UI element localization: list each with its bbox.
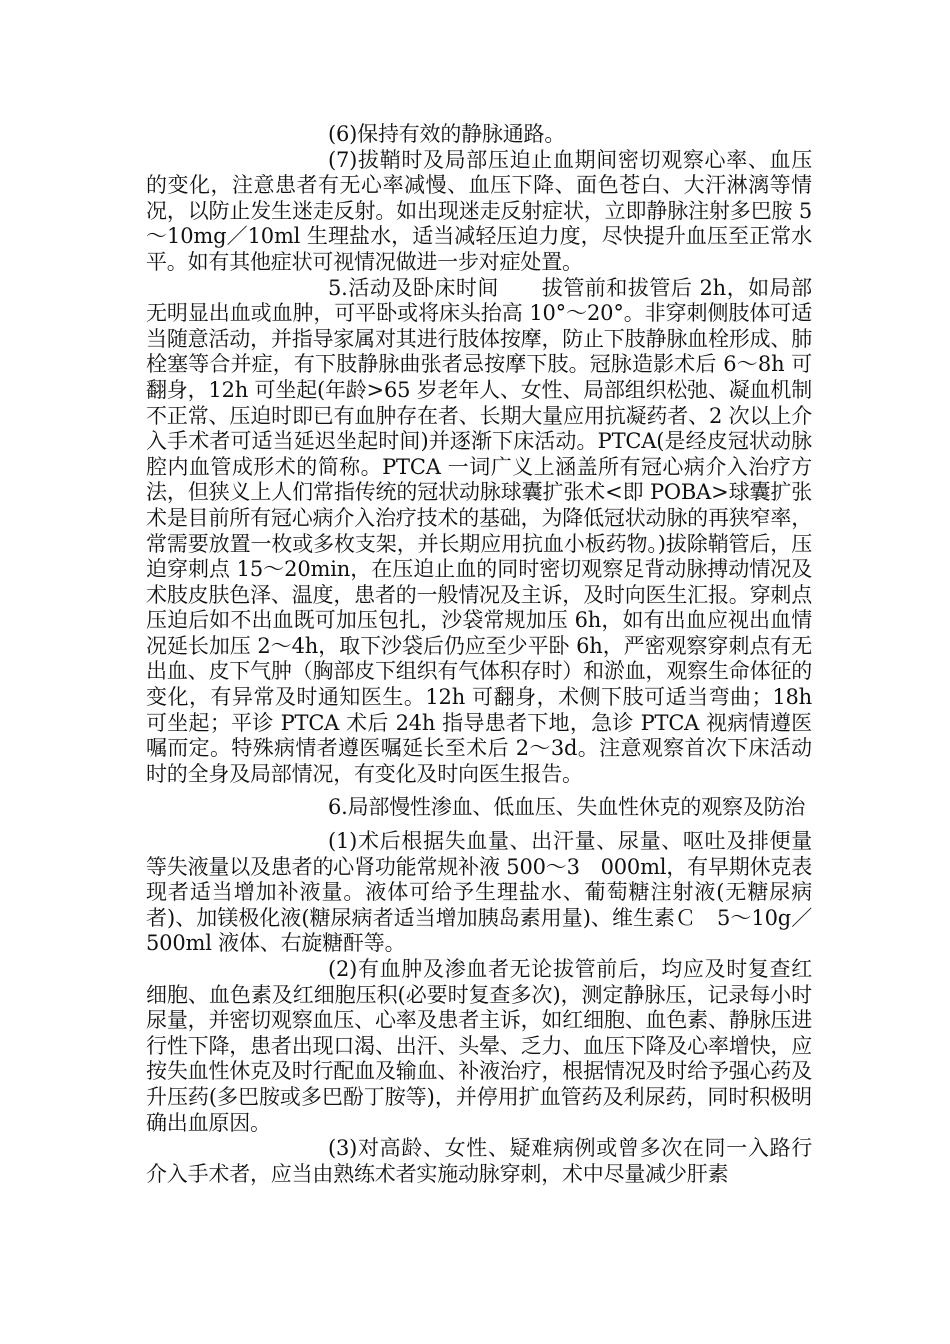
section-heading-6: 6.局部慢性渗血、低血压、失血性休克的观察及防治	[328, 795, 806, 820]
paragraph-section-5: 5.活动及卧床时间 拔管前和拔管后 2h，如局部无明显出血或血肿，可平卧或将床头抬高 10°～20°。非穿刺侧肢体可适当随意活动，并指导家属对其进行肢体按摩，防止下肢静脉血栓形成、肺栓塞等合并症，有下肢静脉曲张者忌按摩下肢。冠脉造影术后 6～8h 可翻身，12h 可坐起(年龄>65 岁老年人、女性、局部组织松弛、凝血机制不正常、压迫时即已有血肿存在者、长期大量应用抗凝药者、2 次以上介入手术者可适当延迟坐起时间)并逐渐下床活动。PTCA(是经皮冠状动脉腔内血管成形术的简称。PTCA 一词广义上涵盖所有冠心病介入治疗方法，但狭义上人们常指传统的冠状动脉球囊扩张术<即 POBA>球囊扩张术是目前所有冠心病介入治疗技术的基础，为降低冠状动脉的再狭窄率，常需要放置一枚或多枚支架，并长期应用抗血小板药物。)拔除鞘管后，压迫穿刺点 15～20min，在压迫止血的同时密切观察足背动脉搏动情况及术肢皮肤色泽、温度，患者的一般情况及主诉，及时向医生汇报。穿刺点压迫后如不出血既可加压包扎，沙袋常规加压 6h，如有出血应视出血情况延长加压 2～4h，取下沙袋后仍应至少平卧 6h，严密观察穿刺点有无出血、皮下气肿（胸部皮下组织有气体积存时）和淤血，观察生命体征的变化，有异常及时通知医生。12h 可翻身，术侧下肢可适当弯曲；18h 可坐起；平诊 PTCA 术后 24h 指导患者下地，急诊 PTCA 视病情遵医嘱而定。特殊病情者遵医嘱延长至术后 2～3d。注意观察首次下床活动时的全身及局部情况，有变化及时向医生报告。	[146, 275, 812, 786]
paragraph-item-6: (6)保持有效的静脉通路。	[328, 122, 566, 146]
paragraph-item-2: (2)有血肿及渗血者无论拔管前后，均应及时复查红细胞、血色素及红细胞压积(必要时复查多次)，测定静脉压，记录每小时尿量，并密切观察血压、心率及患者主诉，如红细胞、血色素、静脉压进行性下降，患者出现口渴、出汗、头晕、乏力、血压下降及心率增快，应按失血性休克及时行配血及输血、补液治疗，根据情况及时给予强心药及升压药(多巴胺或多巴酚丁胺等)，并停用扩血管药及利尿药，同时积极明确出血原因。	[146, 957, 812, 1135]
paragraph-item-3: (3)对高龄、女性、疑难病例或曾多次在同一入路行介入手术者，应当由熟练术者实施动脉穿刺，术中尽量减少肝素	[146, 1136, 812, 1186]
paragraph-item-1: (1)术后根据失血量、出汗量、尿量、呕吐及排便量等失液量以及患者的心肾功能常规补液 500～3 000ml，有早期休克表现者适当增加补液量。液体可给予生理盐水、葡萄糖注射液(无糖尿病者)、加镁极化液(糖尿病者适当增加胰岛素用量)、维生素Ｃ 5～10g／500ml 液体、右旋糖酐等。	[146, 829, 812, 956]
document-body	[146, 122, 812, 1187]
paragraph-item-7: (7)拔鞘时及局部压迫止血期间密切观察心率、血压的变化，注意患者有无心率减慢、血压下降、面色苍白、大汗淋漓等情况，以防止发生迷走反射。如出现迷走反射症状，立即静脉注射多巴胺 5～10mg／10ml 生理盐水，适当减轻压迫力度，尽快提升血压至正常水平。如有其他症状可视情况做进一步对症处置。	[146, 147, 812, 274]
